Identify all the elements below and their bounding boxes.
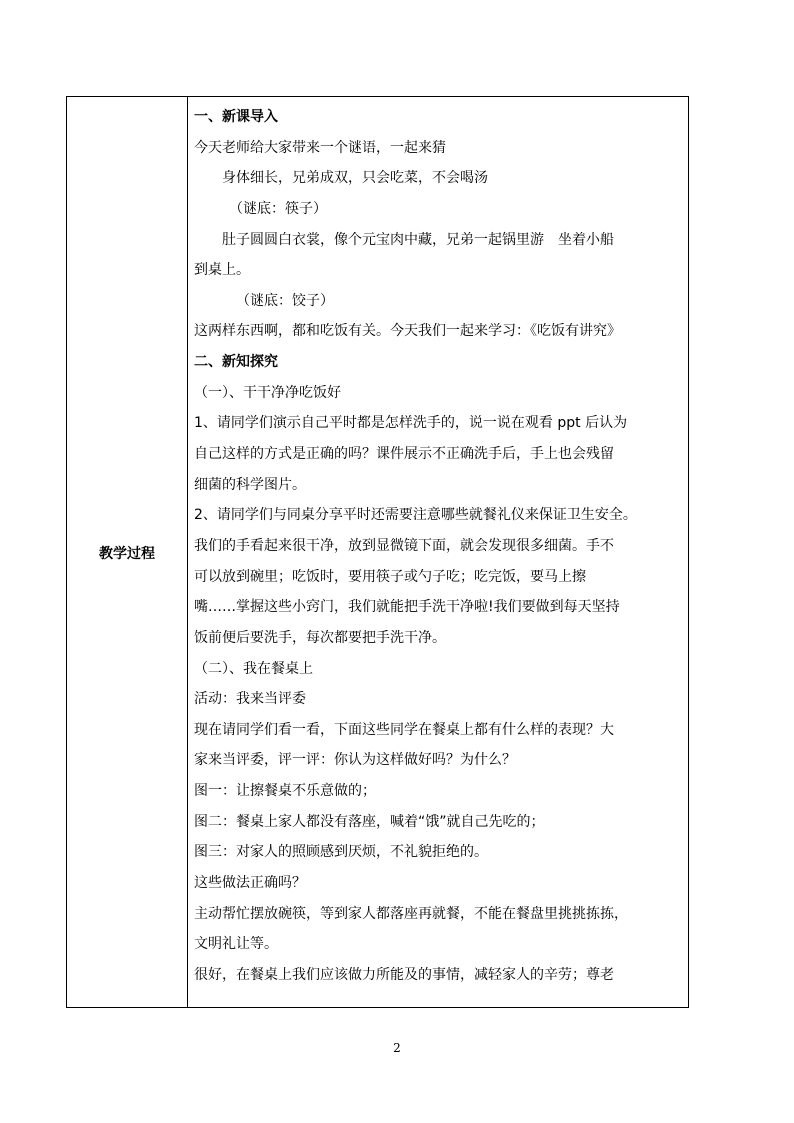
riddle-answer: （谜底：饺子） — [236, 292, 334, 309]
subheading-line: （二）、我在餐桌上 — [194, 660, 313, 677]
paragraph-line: 饭前便后要洗手，每次都要把手洗干净。 — [194, 629, 446, 646]
subheading-line: （一）、干干净净吃饭好 — [194, 384, 341, 401]
paragraph-line: 今天老师给大家带来一个谜语，一起来猜 — [194, 139, 446, 156]
riddle-line: 到桌上。 — [194, 262, 250, 279]
paragraph-line: 我们的手看起来很干净，放到显微镜下面，就会发现很多细菌。手不 — [194, 537, 614, 554]
paragraph-line: 这些做法正确吗？ — [194, 875, 306, 892]
paragraph-line: 很好，在餐桌上我们应该做力所能及的事情，减轻家人的辛劳；尊老 — [194, 966, 614, 983]
heading-intro: 一、新课导入 — [194, 109, 278, 125]
page-number: 2 — [393, 1041, 401, 1055]
paragraph-line: 活动：我来当评委 — [194, 691, 306, 708]
paragraph-line: 嘴……掌握这些小窍门，我们就能把手洗干净啦!我们要做到每天坚持 — [194, 599, 620, 616]
paragraph-line: 可以放到碗里；吃饭时，要用筷子或勺子吃；吃完饭，要马上擦 — [194, 568, 586, 585]
paragraph-line: 自己这样的方式是正确的吗？课件展示不正确洗手后，手上也会残留 — [194, 446, 614, 463]
paragraph-line: 现在请同学们看一看，下面这些同学在餐桌上都有什么样的表现？大 — [194, 721, 614, 738]
lesson-content — [194, 102, 688, 991]
riddle-line: 肚子圆圆白衣裳，像个元宝肉中藏，兄弟一起锅里游 坐着小船 — [222, 231, 614, 248]
paragraph-line: 2、请同学们与同桌分享平时还需要注意哪些就餐礼仪来保证卫生安全。 — [194, 507, 637, 524]
paragraph-line: 文明礼让等。 — [194, 936, 278, 953]
column-divider — [187, 97, 188, 1007]
paragraph-line: 图三：对家人的照顾感到厌烦，不礼貌拒绝的。 — [194, 844, 488, 861]
paragraph-line: 细菌的科学图片。 — [194, 476, 306, 493]
paragraph-line: 图二：餐桌上家人都没有落座，喊着“饿”就自己先吃的； — [194, 813, 545, 830]
heading-explore: 二、新知探究 — [194, 354, 278, 371]
section-label: 教学过程 — [99, 546, 155, 562]
paragraph-line: 1、请同学们演示自己平时都是怎样洗手的，说一说在观看 ppt 后认为 — [194, 415, 628, 432]
paragraph-line: 这两样东西啊，都和吃饭有关。今天我们一起来学习：《吃饭有讲究》 — [194, 323, 621, 340]
paragraph-line: 图一：让擦餐桌不乐意做的； — [194, 783, 376, 800]
lesson-table — [66, 96, 689, 1008]
riddle-answer: （谜底：筷子） — [229, 200, 327, 217]
paragraph-line: 主动帮忙摆放碗筷，等到家人都落座再就餐，不能在餐盘里挑挑拣拣， — [194, 905, 628, 922]
paragraph-line: 家来当评委，评一评：你认为这样做好吗？为什么？ — [194, 752, 516, 769]
riddle-line: 身体细长，兄弟成双，只会吃菜，不会喝汤 — [222, 170, 488, 187]
